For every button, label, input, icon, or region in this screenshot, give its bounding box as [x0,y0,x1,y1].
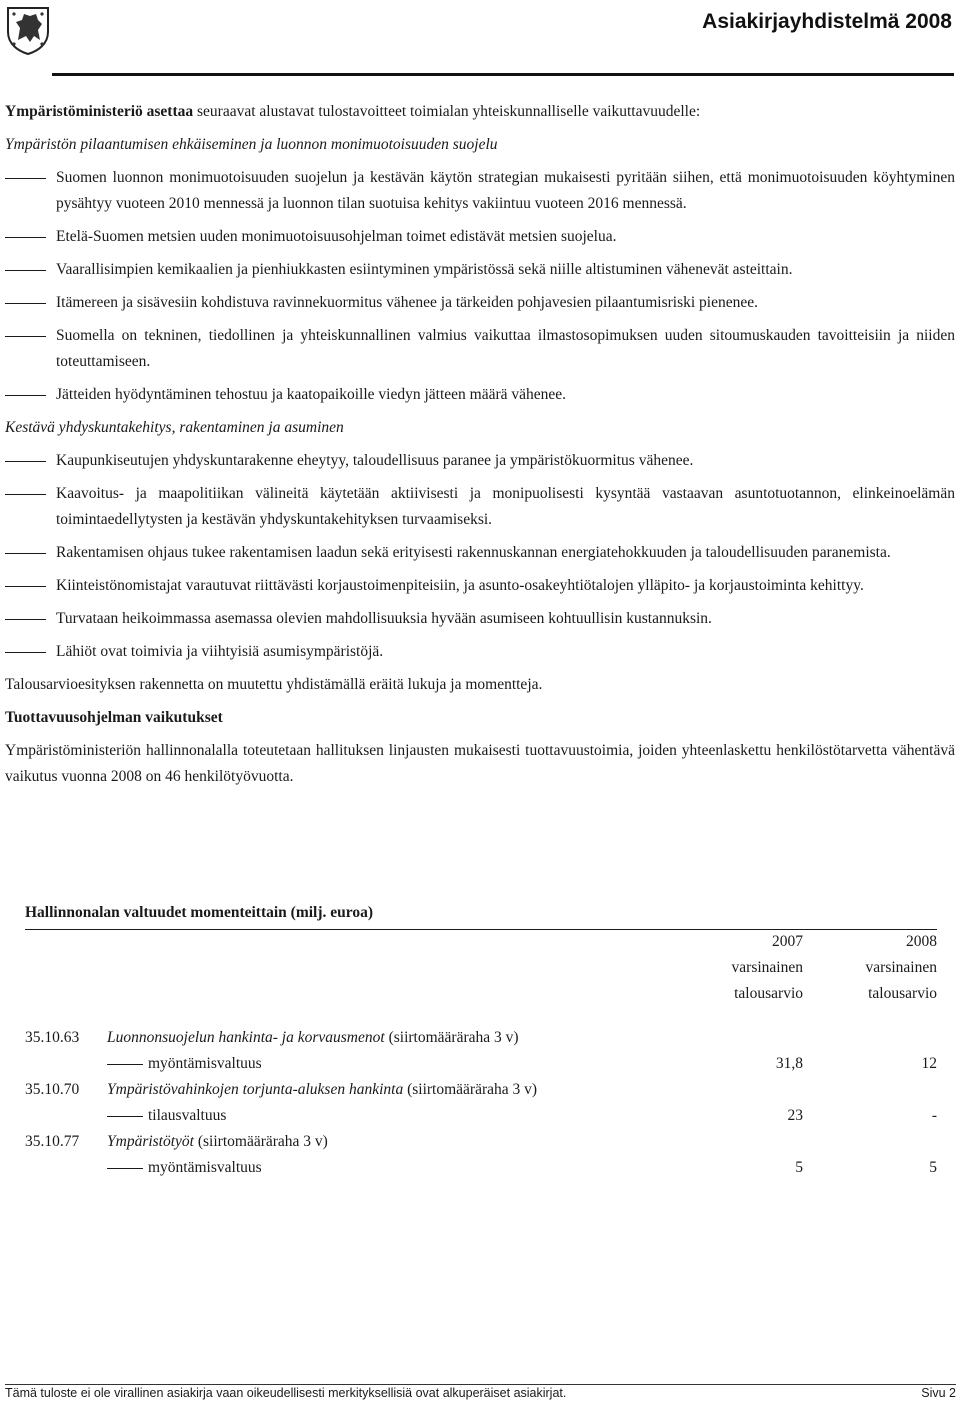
page-number: Sivu 2 [921,1386,956,1400]
value-2008: 5 [929,1159,937,1176]
dash-bullet [5,619,46,620]
list-item: Suomella on tekninen, tiedollinen ja yhteiskunnallinen valmius vaikuttaa ilmastosopimuksen uuden sitoumuskauden tavoitteisiin ja niiden toteuttamiseen. [5,323,955,375]
intro-lead: Ympäristöministeriö asettaa [5,103,194,120]
list-item: Itämereen ja sisävesiin kohdistuva ravinnekuormitus vähenee ja tärkeiden pohjavesien pilaantumisriski pienenee. [5,290,955,316]
header-rule [52,73,954,76]
section1-heading: Ympäristön pilaantumisen ehkäiseminen ja luonnon monimuotoisuuden suojelu [5,136,498,153]
table-row [25,1025,937,1051]
list-item: Turvataan heikoimmassa asemassa olevien mahdollisuuksia hyvään asumiseen kohtuullisin kustannuksin. [5,606,955,632]
value-2007: 23 [787,1107,803,1124]
value-2007: 31,8 [775,1055,803,1072]
moment-number: 35.10.77 [25,1133,80,1150]
dash-bullet [5,395,46,396]
value-2007: 5 [795,1159,803,1176]
moment-description: Ympäristövahinkojen torjunta-aluksen hankinta (siirtomääräraha 3 v) [107,1081,538,1098]
value-2008: 12 [921,1055,937,1072]
list-item: Kaupunkiseutujen yhdyskuntarakenne eheytyy, taloudellisuus paranee ja ympäristökuormitus vähenee. [5,448,955,474]
moment-description: Ympäristötyöt (siirtomääräraha 3 v) [107,1133,328,1150]
coat-of-arms-logo [4,4,52,56]
intro-rest: seuraavat alustavat tulostavoitteet toimialan yhteiskunnalliselle vaikuttavuudelle: [193,103,701,120]
list-item: Kiinteistönomistajat varautuvat riittävästi korjaustoimenpiteisiin, ja asunto-osakeyhtiötalojen ylläpito- ja korjaustoiminta kehittyy. [5,573,955,599]
footer-rule [5,1384,956,1385]
dash-bullet [5,461,46,462]
dash-bullet [5,178,46,179]
dash-bullet [5,553,46,554]
dash-bullet [5,270,46,271]
table-row [25,1051,937,1077]
document-title: Asiakirjayhdistelmä 2008 [702,10,952,33]
list-item: Vaarallisimpien kemikaalien ja pienhiukkasten esiintyminen ympäristössä sekä niille altistuminen vähenevät asteittain. [5,257,955,283]
table-title: Hallinnonalan valtuudet momenteittain (milj. euroa) [25,904,374,921]
productivity-text: Ympäristöministeriön hallinnonalalla toteutetaan hallituksen linjausten mukaisesti tuottavuustoimia, joiden yhteenlaskettu henkilöstötarvetta vähentävä vaikutus vuonna 2008 on 46 henkilötyövuotta. [5,742,955,785]
list-item: Etelä-Suomen metsien uuden monimuotoisuusohjelman toimet edistävät metsien suojelua. [5,224,955,250]
value-2008: - [931,1107,937,1124]
table-row [25,1077,937,1103]
dash-bullet [5,303,46,304]
intro-paragraph [5,99,955,125]
authorization-type: tilausvaltuus [107,1103,226,1129]
moment-number: 35.10.70 [25,1081,80,1098]
dash-bullet [5,336,46,337]
authorization-type: myöntämisvaltuus [107,1155,262,1181]
list-item: Jätteiden hyödyntäminen tehostuu ja kaatopaikoille viedyn jätteen määrä vähenee. [5,382,955,408]
authorization-type: myöntämisvaltuus [107,1051,262,1077]
column-header-2007: 2007 varsinainen talousarvio [731,933,803,1002]
structure-note: Talousarvioesityksen rakennetta on muutettu yhdistämällä eräitä lukuja ja momentteja. [5,676,543,693]
moment-number: 35.10.63 [25,1029,80,1046]
list-item: Suomen luonnon monimuotoisuuden suojelun ja kestävän käytön strategian mukaisesti pyritään siihen, että monimuotoisuuden köyhtyminen pysähtyy vuoteen 2010 mennessä ja luonnon tilan suotuisa kehitys vakiintuu vuoteen 2016 mennessä. [5,165,955,217]
authorizations-table [25,903,937,1176]
list-item: Rakentamisen ohjaus tukee rakentamisen laadun sekä erityisesti rakennuskannan energiatehokkuuden ja taloudellisuuden paranemista. [5,540,955,566]
table-row [25,1155,937,1181]
table-row [25,1129,937,1155]
dash-bullet [5,237,46,238]
productivity-heading: Tuottavuusohjelman vaikutukset [5,709,223,726]
list-item: Lähiöt ovat toimivia ja viihtyisiä asumisympäristöjä. [5,639,955,665]
footer-disclaimer: Tämä tuloste ei ole virallinen asiakirja vaan oikeudellisesti merkityksellisiä ovat alkuperäiset asiakirjat. [5,1386,567,1400]
dash-bullet [5,586,46,587]
dash-bullet [5,652,46,653]
column-header-2008: 2008 varsinainen talousarvio [865,933,937,1002]
moment-description: Luonnonsuojelun hankinta- ja korvausmenot (siirtomääräraha 3 v) [107,1029,519,1046]
section2-heading: Kestävä yhdyskuntakehitys, rakentaminen ja asuminen [5,419,344,436]
main-content [5,99,955,797]
dash-bullet [5,494,46,495]
table-row [25,1103,937,1129]
list-item: Kaavoitus- ja maapolitiikan välineitä käytetään aktiivisesti ja monipuolisesti kysyntää vastaavan asuntotuotannon, elinkeinoelämän toimintaedellytysten ja kestävän yhdyskuntakehityksen turvaamiseksi. [5,481,955,533]
